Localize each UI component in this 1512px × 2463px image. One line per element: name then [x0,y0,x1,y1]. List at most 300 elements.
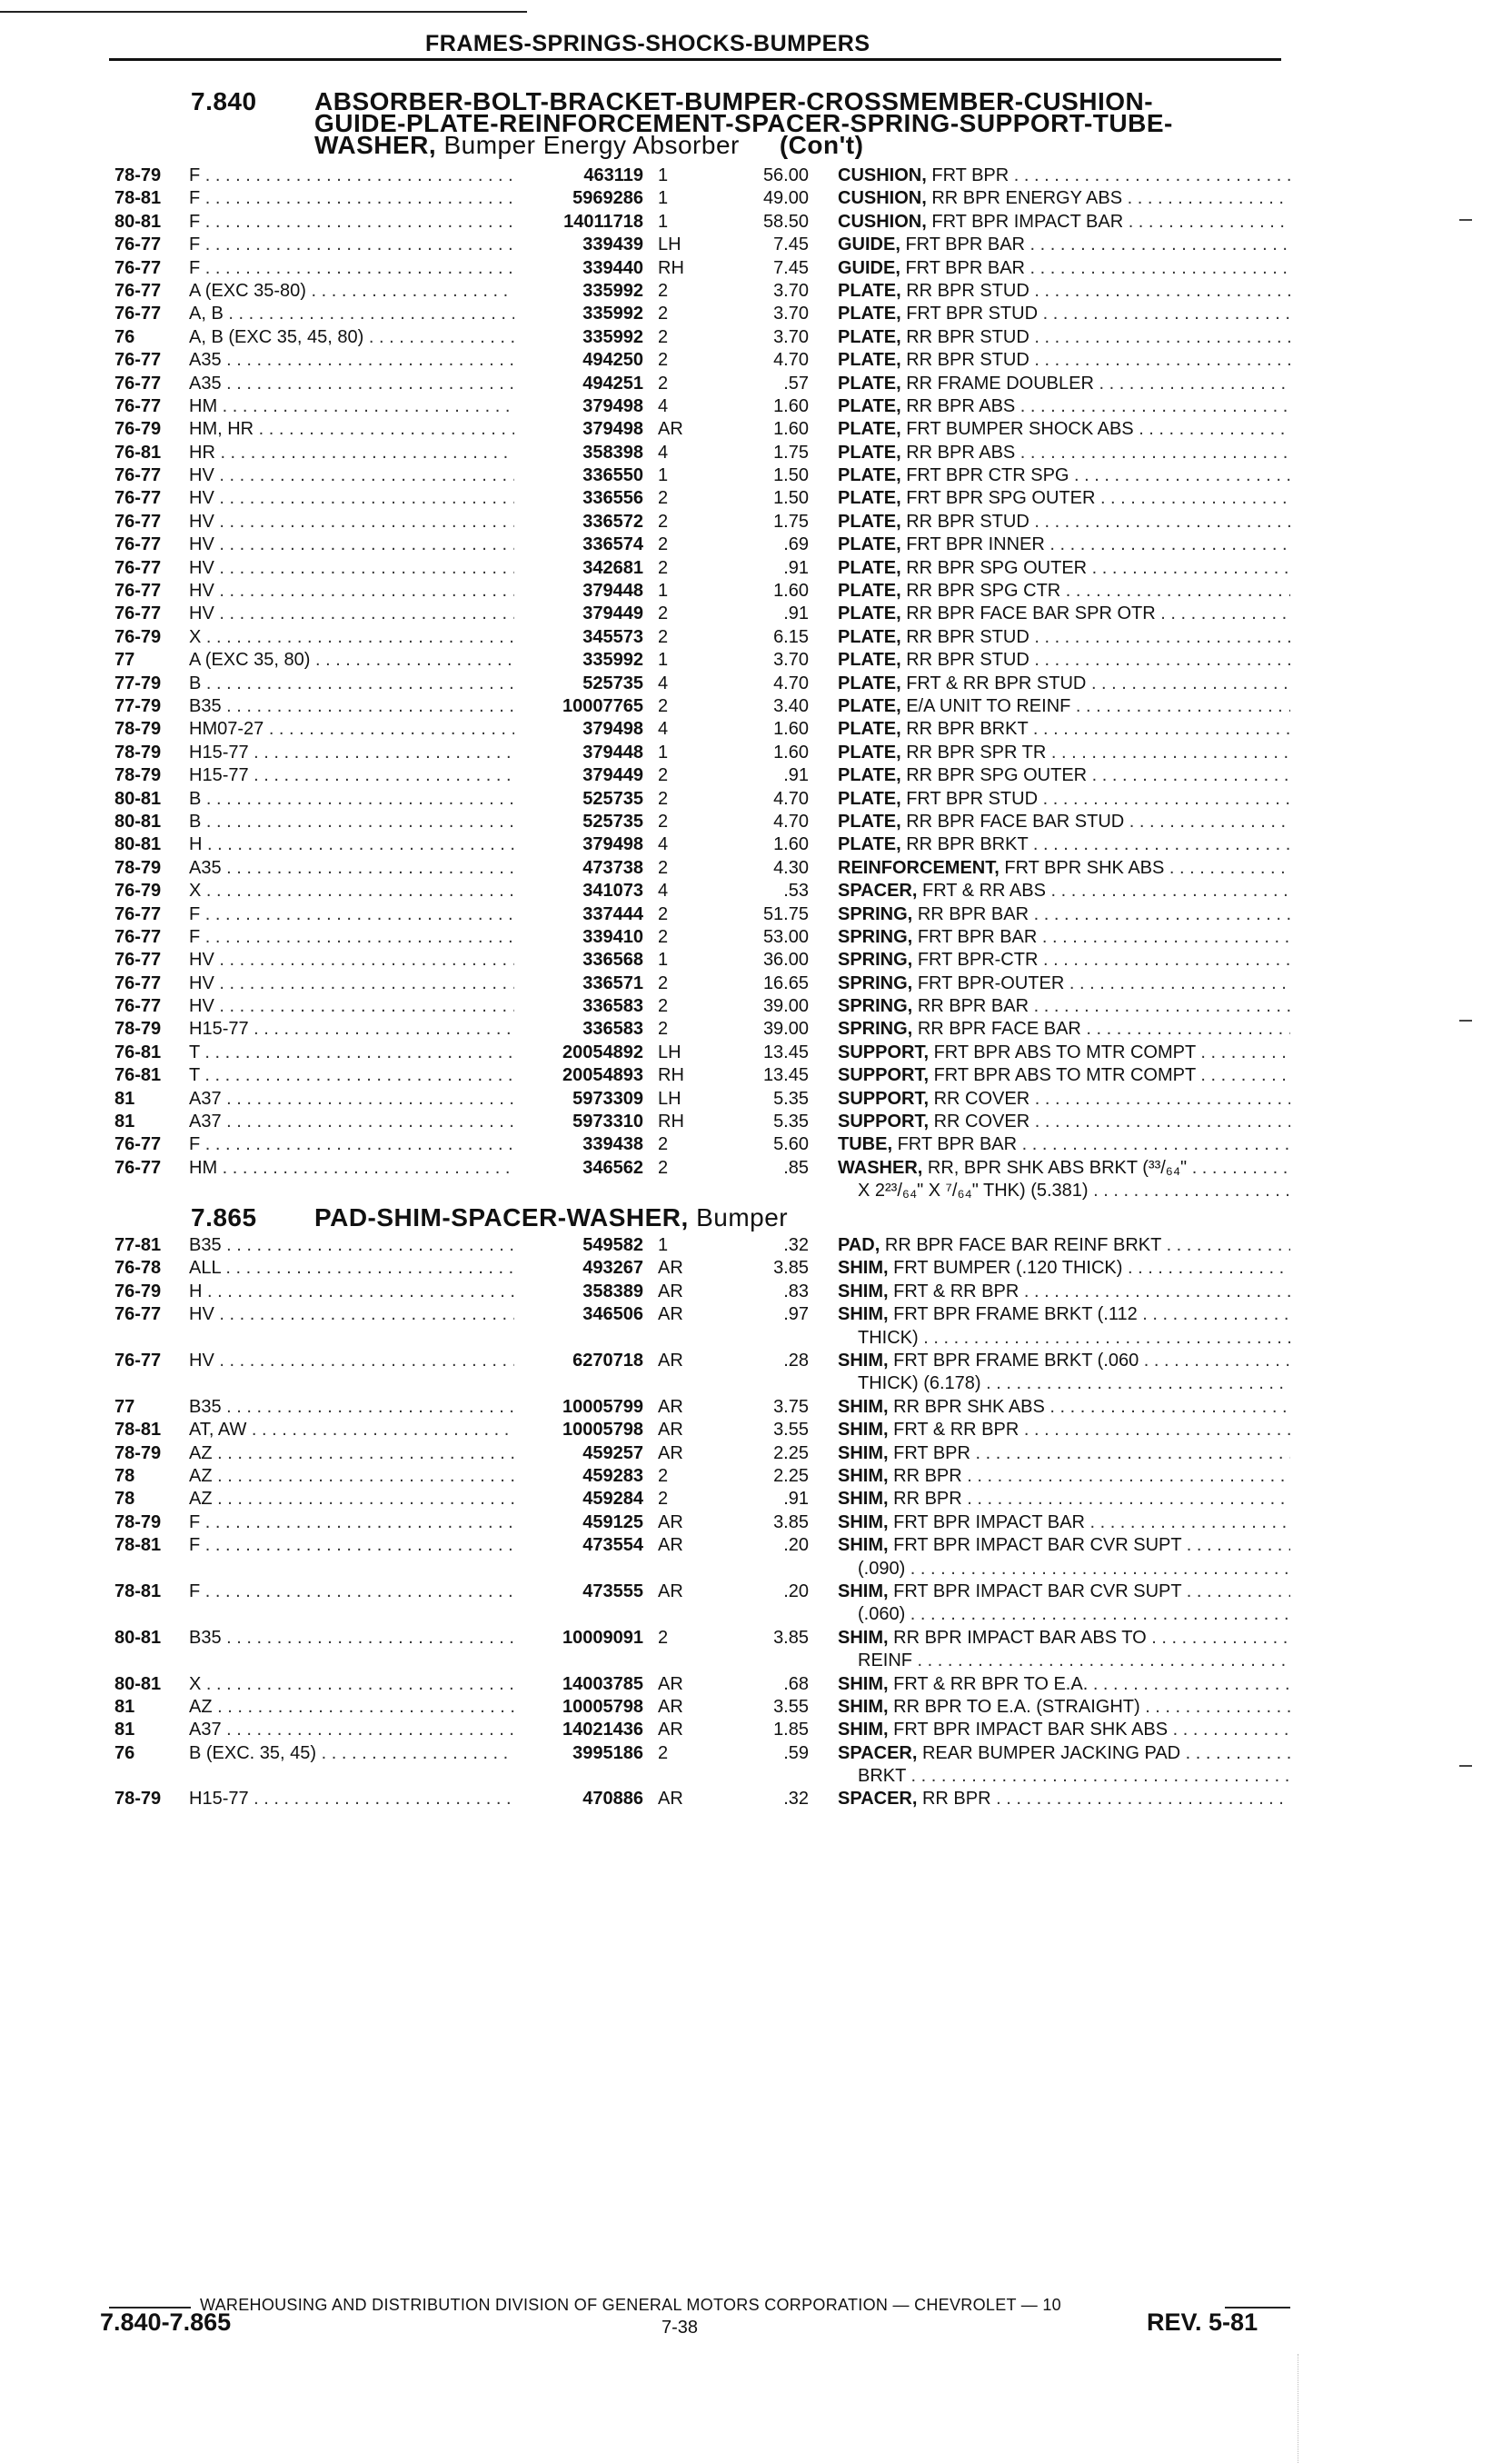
description-cell [838,1257,1290,1280]
page-number: 7-38 [662,2318,699,2338]
description-text: RR BPR STUD [906,626,1030,647]
year-cell: 78-81 [114,1535,162,1556]
quantity-cell: LH [658,1042,681,1062]
price-cell: 1.60 [773,719,809,740]
model-cell: F . . . [189,1534,514,1557]
model-cell: T . . . [189,1042,514,1064]
description-line [838,1303,1290,1326]
year-cell: 76-77 [114,280,162,301]
description-line [838,603,1290,625]
description-cell [838,234,1290,256]
description-line [838,857,1290,880]
part-number-cell: 336550 [582,465,643,486]
model-cell: HV . . . [189,1303,514,1326]
price-cell: 1.50 [773,488,809,509]
price-cell: 4.70 [773,788,809,809]
price-cell: .32 [783,1789,809,1810]
description-line [838,833,1290,856]
part-number-cell: 345573 [582,626,643,647]
description-text: FRT & RR BPR [893,1420,1020,1441]
quantity-cell: 2 [658,903,669,924]
price-cell: .85 [783,1157,809,1178]
quantity-cell: 2 [658,511,669,532]
quantity-cell: AR [658,1789,683,1810]
description-line [838,1581,1290,1603]
description-cell [838,464,1290,487]
year-cell: 78-79 [114,719,162,740]
price-cell: 1.60 [773,419,809,440]
description-cell [838,949,1290,972]
price-cell: .20 [783,1581,809,1601]
description-text: RR BPR [893,1465,962,1486]
model-cell: H15-77 . . . [189,1788,514,1810]
description-keyword: PLATE, [838,326,901,347]
part-number-cell: 335992 [582,280,643,301]
model-cell: A, B . . . [189,303,514,325]
parts-row [0,1064,1512,1087]
description-keyword: PLATE, [838,419,901,440]
part-number-cell: 10005798 [562,1420,643,1441]
parts-row [0,557,1512,580]
description-cell [838,903,1290,926]
description-cell [838,373,1290,395]
quantity-cell: 2 [658,557,669,578]
quantity-cell: AR [658,1673,683,1694]
description-text: RR BPR TO E.A. (STRAIGHT) [893,1696,1140,1717]
description-cell [838,718,1290,741]
description-cell [838,557,1290,580]
parts-row [0,1396,1512,1419]
description-keyword: PLATE, [838,465,901,486]
price-cell: 3.85 [773,1511,809,1532]
part-number-cell: 341073 [582,881,643,902]
model-cell: T . . . [189,1064,514,1087]
price-cell: .57 [783,373,809,394]
description-text: FRT BPR FRAME BRKT (.112 [893,1304,1138,1325]
part-number-cell: 20054892 [562,1042,643,1062]
model-cell: HV . . . [189,1350,514,1372]
description-continuation: (.060) . . . [838,1603,1290,1626]
quantity-cell: 1 [658,188,669,209]
part-number-cell: 459125 [582,1511,643,1532]
description-cell [838,1788,1290,1810]
description-line [838,1511,1290,1534]
continued-label: (Con't) [779,131,864,159]
model-cell: F . . . [189,1133,514,1156]
description-cell [838,1064,1290,1087]
price-cell: 3.55 [773,1420,809,1441]
description-text: RR BPR FACE BAR REINF BRKT [884,1235,1162,1255]
description-line [838,1281,1290,1303]
quantity-cell: 2 [658,972,669,993]
price-cell: 1.60 [773,581,809,602]
description-cell [838,673,1290,695]
description-keyword: PLATE, [838,442,901,463]
part-number-cell: 336583 [582,996,643,1017]
parts-row [0,926,1512,949]
description-cell [838,764,1290,787]
description-line [838,1157,1290,1180]
quantity-cell: 2 [658,280,669,301]
year-cell: 78-79 [114,857,162,878]
parts-row [0,1257,1512,1280]
description-cell [838,857,1290,880]
year-cell: 76 [114,1742,135,1763]
year-cell: 76-77 [114,395,162,416]
model-cell: B35 . . . [189,1627,514,1650]
parts-row [0,1788,1512,1810]
description-cell [838,349,1290,372]
description-line [838,418,1290,441]
year-cell: 81 [114,1696,135,1717]
description-keyword: PLATE, [838,304,901,324]
year-cell: 76-81 [114,1042,162,1062]
year-cell: 76-81 [114,442,162,463]
price-cell: 49.00 [762,188,809,209]
description-line [838,1419,1290,1441]
description-keyword: SPRING, [838,926,913,947]
description-text: RR BPR STUD [906,511,1030,532]
parts-row [0,880,1512,902]
part-number-cell: 459257 [582,1442,643,1463]
price-cell: 5.35 [773,1112,809,1132]
part-number-cell: 14021436 [562,1720,643,1740]
part-number-cell: 525735 [582,811,643,832]
model-cell: F . . . [189,187,514,210]
model-cell: B35 . . . [189,1396,514,1419]
part-number-cell: 339439 [582,234,643,255]
description-cell [838,995,1290,1018]
quantity-cell: RH [658,1112,684,1132]
parts-row [0,788,1512,811]
year-cell: 76-77 [114,534,162,555]
price-cell: 1.60 [773,742,809,763]
description-keyword: SUPPORT, [838,1042,930,1062]
price-cell: 1.75 [773,442,809,463]
model-cell: HV . . . [189,995,514,1018]
description-text: FRT BPR CTR SPG [906,465,1069,486]
model-cell: HV . . . [189,972,514,995]
description-line [838,1719,1290,1741]
part-number-cell: 5973310 [572,1112,643,1132]
price-cell: 5.60 [773,1134,809,1155]
model-cell: A (EXC 35-80) . . . [189,280,514,303]
description-cell [838,1742,1290,1789]
description-line [838,557,1290,580]
description-text: RR BPR STUD [906,326,1030,347]
model-cell: HM . . . [189,1157,514,1180]
year-cell: 78-79 [114,165,162,185]
description-keyword: SHIM, [838,1720,889,1740]
model-cell: HV . . . [189,557,514,580]
price-cell: 58.50 [762,211,809,232]
description-line [838,280,1290,303]
description-cell [838,811,1290,833]
price-cell: 3.85 [773,1258,809,1279]
description-cell [838,1673,1290,1696]
description-cell [838,1719,1290,1741]
parts-row [0,418,1512,441]
quantity-cell: AR [658,1511,683,1532]
parts-row [0,695,1512,718]
parts-row [0,1534,1512,1581]
year-cell: 76-79 [114,1281,162,1301]
description-keyword: PLATE, [838,373,901,394]
quantity-cell: LH [658,234,681,255]
description-line [838,1257,1290,1280]
part-number-cell: 14003785 [562,1673,643,1694]
description-line [838,1042,1290,1064]
part-number-cell: 20054893 [562,1065,643,1086]
part-number-cell: 549582 [582,1235,643,1255]
description-text: FRT BUMPER SHOCK ABS [906,419,1134,440]
year-cell: 76-79 [114,881,162,902]
model-cell: HR . . . [189,442,514,464]
quantity-cell: 2 [658,765,669,786]
description-cell [838,695,1290,718]
part-number-cell: 3995186 [572,1742,643,1763]
parts-row [0,903,1512,926]
part-number-cell: 379498 [582,719,643,740]
part-number-cell: 525735 [582,788,643,809]
model-cell: B (EXC. 35, 45) . . . [189,1742,514,1765]
description-keyword: PLATE, [838,511,901,532]
year-cell: 76-78 [114,1258,162,1279]
year-cell: 76-77 [114,1350,162,1371]
parts-row [0,487,1512,510]
description-line [838,487,1290,510]
description-keyword: SHIM, [838,1673,889,1694]
description-line [838,649,1290,672]
model-cell: H15-77 . . . [189,1018,514,1041]
year-cell: 76-77 [114,996,162,1017]
year-cell: 78 [114,1489,135,1510]
description-line [838,1442,1290,1465]
quantity-cell: 1 [658,742,669,763]
part-number-cell: 335992 [582,304,643,324]
parts-row [0,972,1512,995]
part-number-cell: 473738 [582,857,643,878]
description-cell [838,972,1290,995]
description-keyword: SPACER, [838,1742,918,1763]
model-cell: AZ . . . [189,1488,514,1511]
description-text: RR BPR FACE BAR [917,1019,1081,1040]
model-cell: HM, HR . . . [189,418,514,441]
quantity-cell: 4 [658,395,669,416]
price-cell: 3.75 [773,1396,809,1417]
parts-row [0,464,1512,487]
parts-row [0,373,1512,395]
description-line [838,903,1290,926]
section-number: 7.865 [191,1203,257,1232]
year-cell: 76-77 [114,304,162,324]
price-cell: 1.85 [773,1720,809,1740]
parts-row [0,626,1512,649]
description-keyword: SPRING, [838,950,913,971]
quantity-cell: AR [658,1581,683,1601]
quantity-cell: 2 [658,603,669,624]
margin-mark [1459,219,1472,221]
price-cell: 3.85 [773,1627,809,1648]
description-cell [838,511,1290,533]
quantity-cell: 2 [658,857,669,878]
quantity-cell: RH [658,257,684,278]
description-continuation: THICK) . . . [838,1327,1290,1350]
description-cell [838,211,1290,234]
year-cell: 78-81 [114,1420,162,1441]
quantity-cell: AR [658,1258,683,1279]
description-line [838,165,1290,187]
part-number-cell: 336572 [582,511,643,532]
price-cell: 13.45 [762,1065,809,1086]
model-cell: B . . . [189,673,514,695]
description-text: FRT BPR [931,165,1010,185]
year-cell: 76-77 [114,557,162,578]
description-line [838,1018,1290,1041]
parts-row [0,995,1512,1018]
description-cell [838,533,1290,556]
description-cell [838,1133,1290,1156]
price-cell: 3.40 [773,695,809,716]
description-text: RR BPR SPG OUTER [906,557,1088,578]
parts-row [0,511,1512,533]
description-text: FRT BPR INNER [906,534,1045,555]
parts-row [0,1673,1512,1696]
price-cell: .32 [783,1235,809,1255]
description-cell [838,880,1290,902]
parts-row [0,1157,1512,1203]
description-cell [838,1396,1290,1419]
price-cell: 2.25 [773,1442,809,1463]
price-cell: 56.00 [762,165,809,185]
year-cell: 76-77 [114,926,162,947]
part-number-cell: 494251 [582,373,643,394]
model-cell: A35 . . . [189,373,514,395]
price-cell: 16.65 [762,972,809,993]
description-keyword: PLATE, [838,788,901,809]
model-cell: F . . . [189,165,514,187]
description-text: FRT BPR BAR [897,1134,1018,1155]
part-number-cell: 5973309 [572,1088,643,1109]
description-cell [838,1303,1290,1350]
part-number-cell: 10005799 [562,1396,643,1417]
year-cell: 77-79 [114,695,162,716]
description-cell [838,1534,1290,1581]
description-text: FRT BPR STUD [906,788,1039,809]
year-cell: 76-77 [114,581,162,602]
price-cell: 6.15 [773,626,809,647]
price-cell: .83 [783,1281,809,1301]
description-cell [838,326,1290,349]
description-line [838,395,1290,418]
year-cell: 76-77 [114,350,162,371]
description-text: RR BPR [893,1489,962,1510]
year-cell: 81 [114,1720,135,1740]
model-cell: HM07-27 . . . [189,718,514,741]
model-cell: A37 . . . [189,1719,514,1741]
description-cell [838,395,1290,418]
description-cell [838,1234,1290,1257]
part-number-cell: 6270718 [572,1350,643,1371]
description-keyword: PLATE, [838,350,901,371]
part-number-cell: 379449 [582,603,643,624]
quantity-cell: 2 [658,695,669,716]
description-keyword: PLATE, [838,280,901,301]
page-title: FRAMES-SPRINGS-SHOCKS-BUMPERS [425,31,870,56]
year-cell: 78-79 [114,742,162,763]
year-cell: 78 [114,1465,135,1486]
model-cell: ALL . . . [189,1257,514,1280]
year-cell: 76-77 [114,603,162,624]
description-text: RR COVER [933,1088,1030,1109]
part-number-cell: 335992 [582,650,643,671]
price-cell: .20 [783,1535,809,1556]
part-number-cell: 473555 [582,1581,643,1601]
description-keyword: SPRING, [838,972,913,993]
scan-mark [1298,2354,1299,2463]
description-cell [838,1018,1290,1041]
model-cell: F . . . [189,1581,514,1603]
description-text: RR BPR [921,1789,991,1810]
description-text: FRT BPR IMPACT BAR [893,1511,1085,1532]
description-cell [838,833,1290,856]
description-keyword: CUSHION, [838,211,927,232]
description-cell [838,1442,1290,1465]
description-cell [838,926,1290,949]
parts-row [0,349,1512,372]
price-cell: 51.75 [762,903,809,924]
part-number-cell: 10009091 [562,1627,643,1648]
description-line [838,1742,1290,1765]
parts-row [0,165,1512,187]
section-subtitle: Bumper Energy Absorber [443,131,740,159]
description-keyword: GUIDE, [838,257,900,278]
footer-credit-text: WAREHOUSING AND DISTRIBUTION DIVISION OF GENERAL MOTORS CORPORATION — CHEVROLET — 10 [200,2296,1061,2314]
quantity-cell: AR [658,1442,683,1463]
parts-list-7840 [0,165,1512,1203]
description-line [838,1088,1290,1111]
description-keyword: SHIM, [838,1258,889,1279]
year-cell: 78-79 [114,765,162,786]
part-number-cell: 493267 [582,1258,643,1279]
description-cell [838,1281,1290,1303]
description-text: RR BPR ABS [906,442,1016,463]
parts-row [0,1581,1512,1627]
description-keyword: CUSHION, [838,165,927,185]
description-line [838,949,1290,972]
part-number-cell: 10005798 [562,1696,643,1717]
year-cell: 76-81 [114,1065,162,1086]
price-cell: .28 [783,1350,809,1371]
parts-row [0,1088,1512,1111]
part-number-cell: 337444 [582,903,643,924]
quantity-cell: 2 [658,1465,669,1486]
description-line [838,788,1290,811]
model-cell: B35 . . . [189,695,514,718]
quantity-cell: 1 [658,465,669,486]
description-keyword: PLATE, [838,695,901,716]
quantity-cell: 2 [658,1742,669,1763]
part-number-cell: 339440 [582,257,643,278]
parts-row [0,1042,1512,1064]
part-number-cell: 336571 [582,972,643,993]
description-text: RR BPR STUD [906,280,1030,301]
part-number-cell: 335992 [582,326,643,347]
description-line [838,880,1290,902]
section-title-word: WASHER, [314,131,437,159]
part-number-cell: 358389 [582,1281,643,1301]
price-cell: 4.70 [773,350,809,371]
